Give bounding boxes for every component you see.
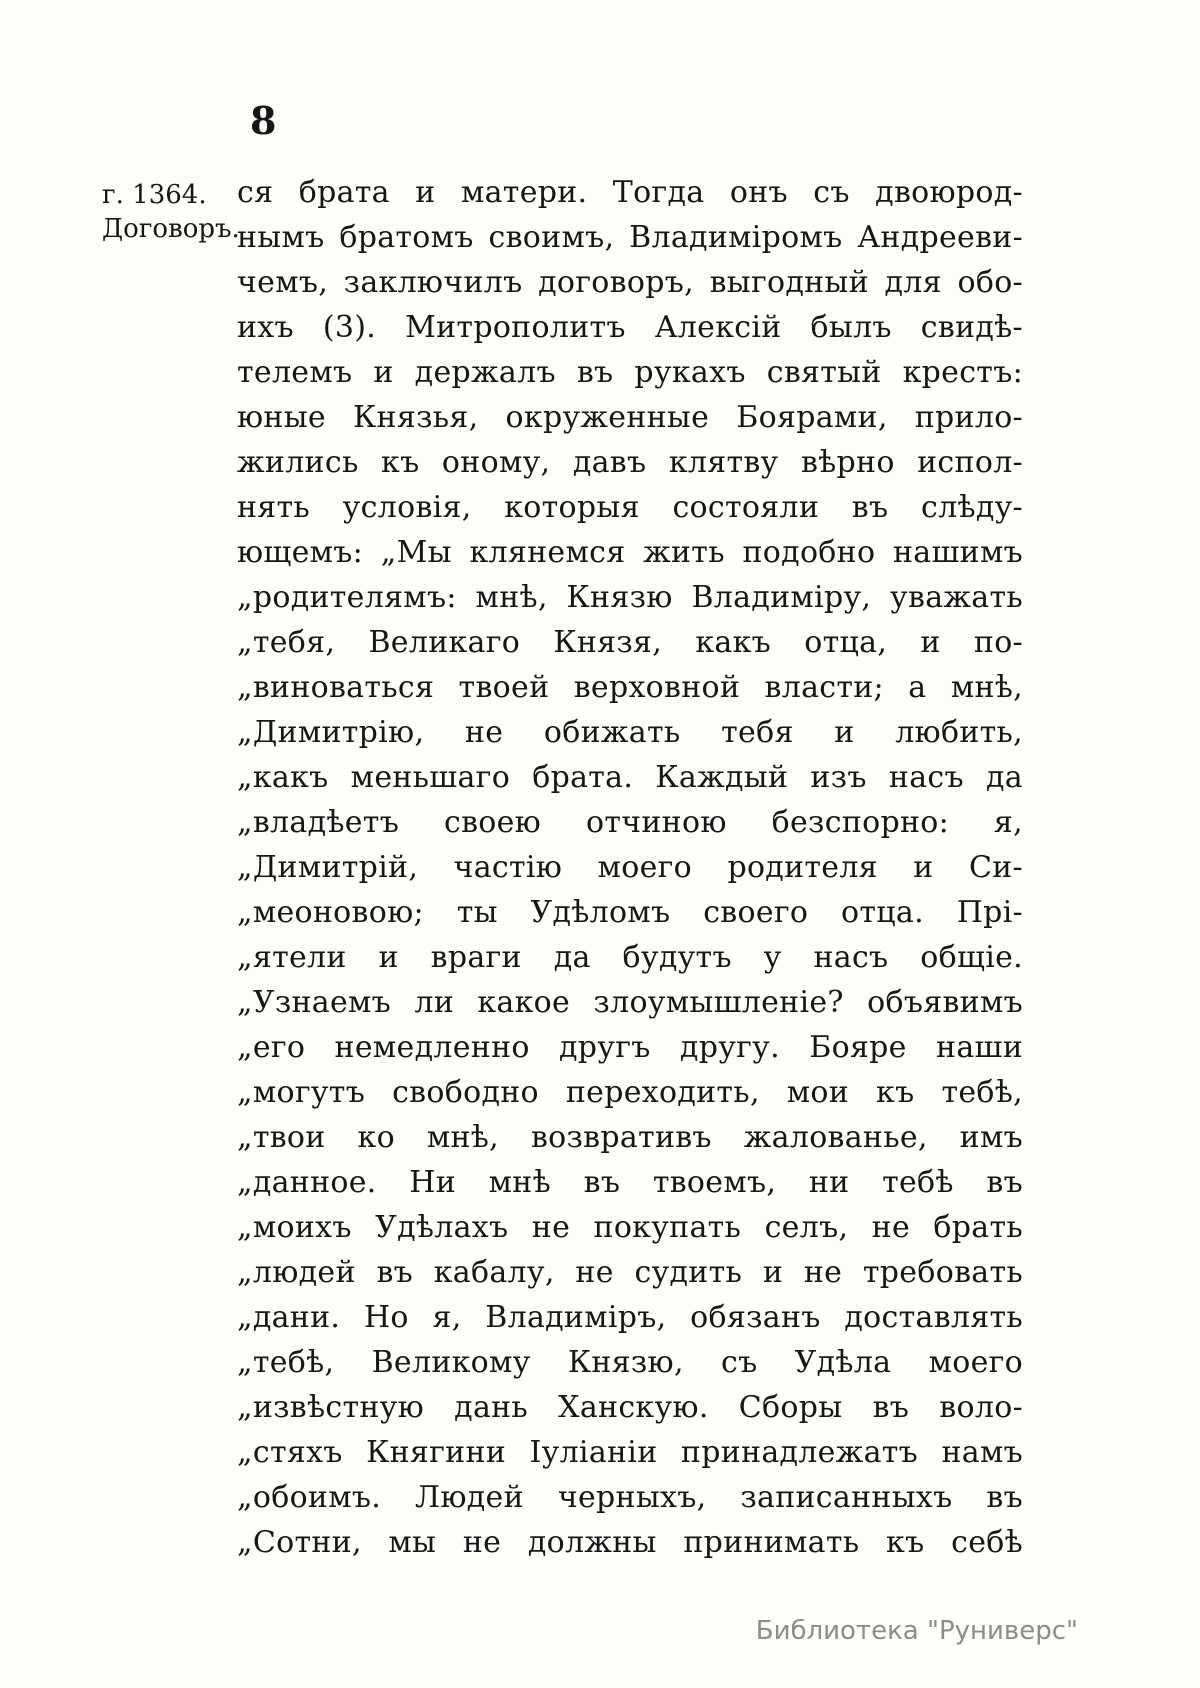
body-text-line: „его немедленно другъ другу. Бояре наши xyxy=(237,1030,1023,1065)
body-text-line: „тебѣ, Великому Князю, съ Удѣла моего xyxy=(237,1345,1023,1380)
body-text-line: „владѣетъ своею отчиною безспорно: я, xyxy=(237,805,1023,840)
body-text-line: „твои ко мнѣ, возвративъ жалованье, имъ xyxy=(237,1120,1023,1155)
body-text-line: ихъ (3). Митрополитъ Алексій былъ свидѣ- xyxy=(237,310,1023,345)
margin-note-title: Договоръ. xyxy=(102,214,240,244)
body-text-line: юные Князья, окруженные Боярами, прило- xyxy=(237,400,1023,435)
body-text-line: ющемъ: „Мы клянемся жить подобно нашимъ xyxy=(237,535,1023,570)
body-text-line: „Димитрію, не обижать тебя и любить, xyxy=(237,715,1023,750)
body-text-line: „Димитрій, частію моего родителя и Си- xyxy=(237,850,1023,885)
body-text-line: нымъ братомъ своимъ, Владиміромъ Андрееви- xyxy=(237,220,1023,255)
body-text-line: „стяхъ Княгини Іуліаніи принадлежатъ намъ xyxy=(237,1435,1023,1470)
body-text-line: телемъ и держалъ въ рукахъ святый крестъ: xyxy=(237,355,1023,390)
body-text-line: „тебя, Великаго Князя, какъ отца, и по- xyxy=(237,625,1023,660)
margin-note-year: г. 1364. xyxy=(102,180,207,210)
body-text-line: „родителямъ: мнѣ, Князю Владиміру, уважать xyxy=(237,580,1023,615)
body-text-line: жились къ оному, давъ клятву вѣрно испол- xyxy=(237,445,1023,480)
body-text-line: ся брата и матери. Тогда онъ съ двоюрод- xyxy=(237,175,1023,210)
body-text xyxy=(237,170,1023,1565)
body-text-line: „меоновою; ты Удѣломъ своего отца. Прі- xyxy=(237,895,1023,930)
body-text-line: „Узнаемъ ли какое злоумышленіе? объявимъ xyxy=(237,985,1023,1020)
body-text-line: „данное. Ни мнѣ въ твоемъ, ни тебѣ въ xyxy=(237,1165,1023,1200)
body-text-line: „могутъ свободно переходить, мои къ тебѣ, xyxy=(237,1075,1023,1110)
body-text-line: „ятели и враги да будутъ у насъ общіе. xyxy=(237,940,1023,975)
body-text-line: „моихъ Удѣлахъ не покупать селъ, не брать xyxy=(237,1210,1023,1245)
body-text-line: чемъ, заключилъ договоръ, выгодный для обо- xyxy=(237,265,1023,300)
library-watermark: Библиотека "Руниверс" xyxy=(755,1616,1078,1646)
body-text-line: „извѣстную дань Ханскую. Сборы въ воло- xyxy=(237,1390,1023,1425)
body-text-line: „виноваться твоей верховной власти; а мнѣ, xyxy=(237,670,1023,705)
margin-note xyxy=(102,178,242,246)
body-text-line: „дани. Но я, Владиміръ, обязанъ доставлять xyxy=(237,1300,1023,1335)
body-text-line: „Сотни, мы не должны принимать къ себѣ xyxy=(237,1525,1023,1560)
body-text-line: „какъ меньшаго брата. Каждый изъ насъ да xyxy=(237,760,1023,795)
body-text-line: „людей въ кабалу, не судить и не требовать xyxy=(237,1255,1023,1290)
body-text-line: „обоимъ. Людей черныхъ, записанныхъ въ xyxy=(237,1480,1023,1515)
body-text-line: нять условія, которыя состояли въ слѣду- xyxy=(237,490,1023,525)
page-number: 8 xyxy=(250,98,278,143)
